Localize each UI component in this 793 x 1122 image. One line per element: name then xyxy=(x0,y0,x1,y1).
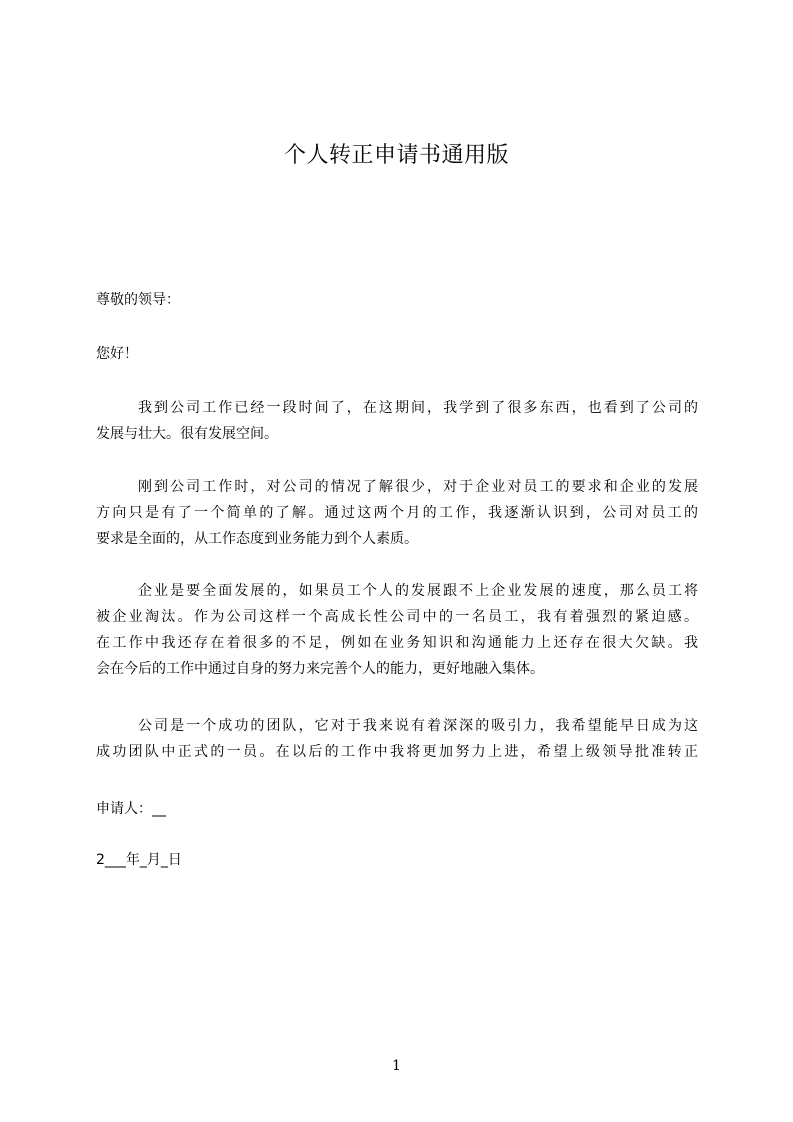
paragraph-line: 方向只是有了一个简单的了解。通过这两个月的工作，我逐渐认识到，公司对员工的 xyxy=(96,505,698,521)
paragraph-3 xyxy=(96,582,698,678)
paragraph-line: 要求是全面的，从工作态度到业务能力到个人素质。 xyxy=(96,531,418,547)
paragraph-line: 公司是一个成功的团队，它对于我来说有着深深的吸引力，我希望能早日成为这 xyxy=(138,718,698,734)
paragraph-1 xyxy=(96,399,698,443)
paragraph-line: 会在今后的工作中通过自身的努力来完善个人的能力，更好地融入集体。 xyxy=(96,661,544,677)
document-title: 个人转正申请书通用版 xyxy=(283,143,509,168)
paragraph-line: 成功团队中正式的一员。在以后的工作中我将更加努力上进，希望上级领导批准转正 xyxy=(96,744,698,760)
paragraph-line: 我到公司工作已经一段时间了，在这期间，我学到了很多东西，也看到了公司的 xyxy=(138,400,698,416)
salutation: 尊敬的领导： xyxy=(96,292,180,308)
applicant-line: 申请人：__ xyxy=(96,801,166,817)
date-line: 2___年_月_日 xyxy=(96,852,182,868)
greeting: 您好！ xyxy=(96,346,138,362)
paragraph-4 xyxy=(96,717,698,761)
paragraph-line: 在工作中我还存在着很多的不足，例如在业务知识和沟通能力上还存在很大欠缺。我 xyxy=(96,635,698,651)
page-number: 1 xyxy=(392,1058,401,1074)
paragraph-line: 发展与壮大。很有发展空间。 xyxy=(96,426,278,442)
paragraph-2 xyxy=(96,478,698,548)
paragraph-line: 刚到公司工作时，对公司的情况了解很少，对于企业对员工的要求和企业的发展 xyxy=(138,479,698,495)
paragraph-line: 企业是要全面发展的，如果员工个人的发展跟不上企业发展的速度，那么员工将 xyxy=(138,583,698,599)
paragraph-line: 被企业淘汰。作为公司这样一个高成长性公司中的一名员工，我有着强烈的紧迫感。 xyxy=(96,609,698,625)
